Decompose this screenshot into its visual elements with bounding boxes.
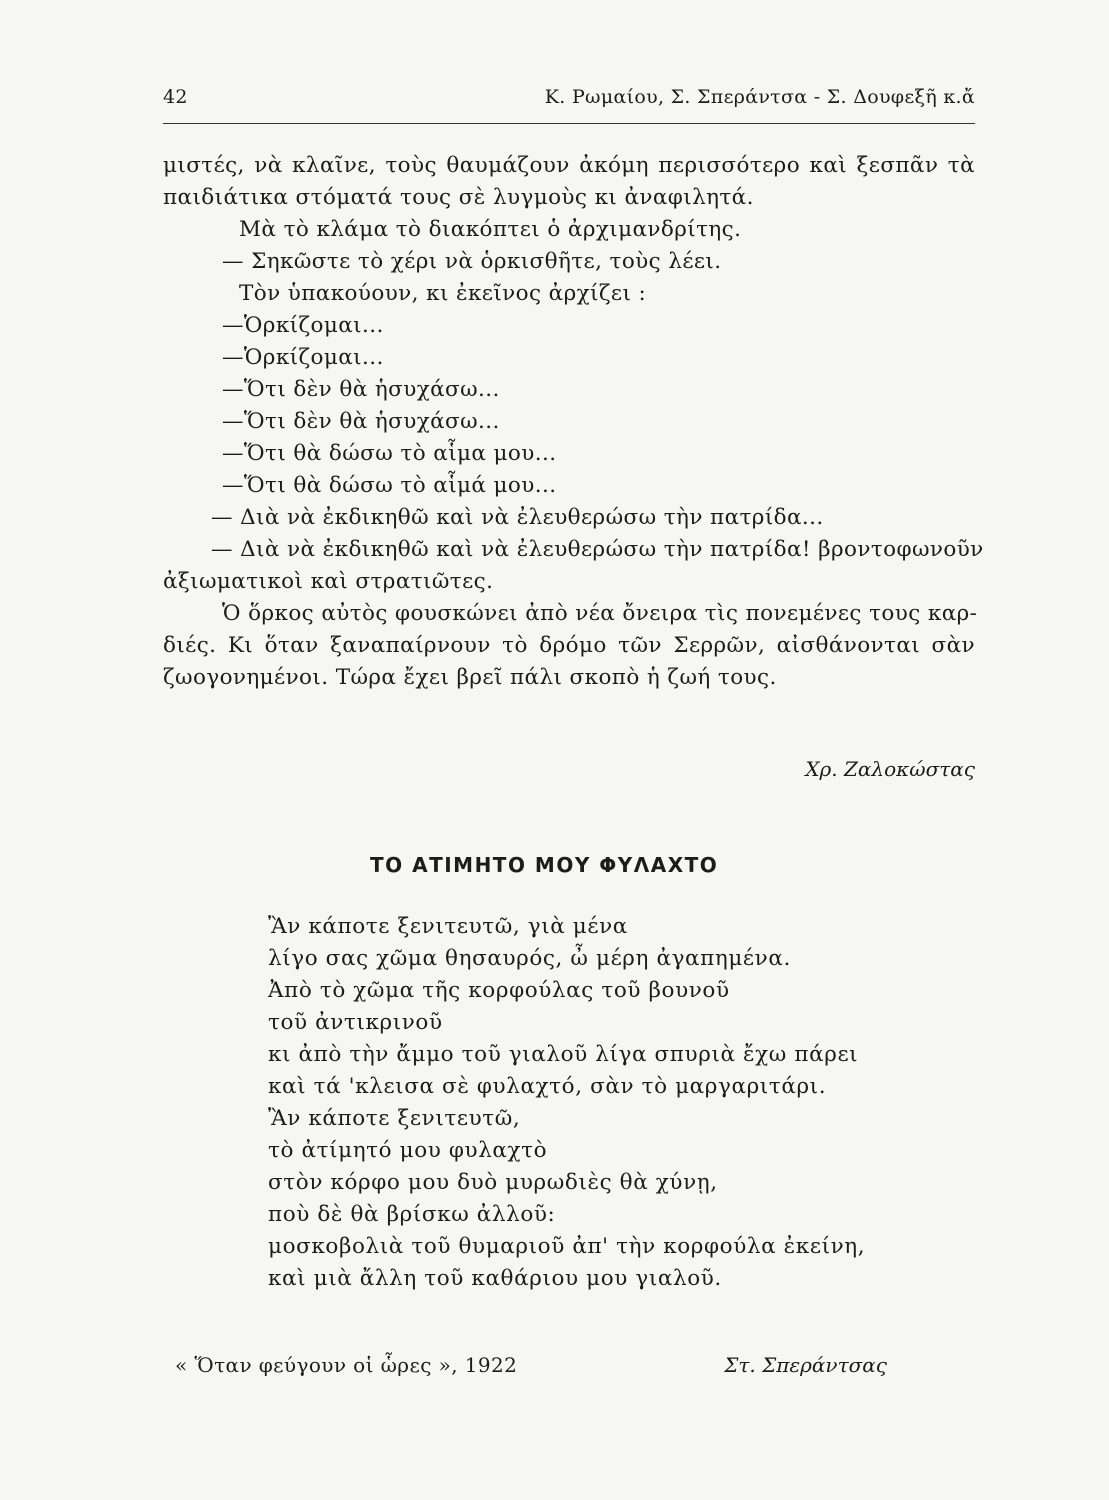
prose-line: Ὁ ὅρκος αὐτὸς φουσκώνει ἀπὸ νέα ὄνειρα τὶς πονεμένες τους καρ- (222, 601, 978, 626)
poet-signature: Στ. Σπεράντσας (724, 1353, 887, 1377)
prose-line: Μὰ τὸ κλάμα τὸ διακόπτει ὁ ἀρχιμανδρίτης. (239, 217, 742, 242)
prose-line: —Ὅτι δὲν θὰ ἡσυχάσω... (222, 409, 500, 434)
prose-line: — Σηκῶστε τὸ χέρι νὰ ὁρκισθῆτε, τοὺς λέει. (222, 249, 722, 274)
poem-line: καὶ μιὰ ἄλλη τοῦ καθάριου μου γιαλοῦ. (268, 1266, 722, 1291)
poem-line: μοσκοβολιὰ τοῦ θυμαριοῦ ἀπ' τὴν κορφούλα ἐκείνη, (268, 1234, 866, 1259)
prose-line: ζωογονημένοι. Τώρα ἔχει βρεῖ πάλι σκοπὸ ἡ ζωή τους. (163, 665, 777, 690)
poem-line: κι ἀπὸ τὴν ἄμμο τοῦ γιαλοῦ λίγα σπυριὰ ἔχω πάρει (268, 1042, 859, 1067)
prose-line: —Ὅτι δὲν θὰ ἡσυχάσω... (222, 377, 500, 402)
poem-source: « Ὅταν φεύγουν οἱ ὧρες », 1922 (175, 1353, 518, 1377)
prose-line: διές. Κι ὅταν ξαναπαίρνουν τὸ δρόμο τῶν Σερρῶν, αἰσθάνονται σὰν (163, 633, 975, 658)
prose-line: —Ὅτι θὰ δώσω τὸ αἷμα μου... (222, 441, 557, 466)
poem-line: καὶ τά 'κλεισα σὲ φυλαχτό, σὰν τὸ μαργαριτάρι. (268, 1074, 827, 1099)
prose-line: —Ὅτι θὰ δώσω τὸ αἷμά μου... (222, 473, 557, 498)
poem-title: ΤΟ ΑΤΙΜΗΤΟ ΜΟΥ ΦΥΛΑΧΤΟ (370, 853, 719, 877)
poem-line: στὸν κόρφο μου δυὸ μυρωδιὲς θὰ χύνῃ, (268, 1170, 718, 1195)
poem-line: τὸ ἀτίμητό μου φυλαχτὸ (268, 1138, 548, 1163)
poem-line: Ἀπὸ τὸ χῶμα τῆς κορφούλας τοῦ βουνοῦ (268, 978, 730, 1003)
poem-line: λίγο σας χῶμα θησαυρός, ὦ μέρη ἀγαπημένα. (268, 946, 791, 971)
poem-line: ποὺ δὲ θὰ βρίσκω ἀλλοῦ: (268, 1202, 556, 1227)
prose-line: Τὸν ὑπακούουν, κι ἐκεῖνος ἀρχίζει : (239, 281, 647, 306)
page-number: 42 (163, 86, 188, 108)
poem-line: Ἂν κάποτε ξενιτευτῶ, γιὰ μένα (268, 914, 628, 939)
author-signature: Χρ. Ζαλοκώστας (805, 757, 975, 781)
header-rule (163, 123, 975, 124)
prose-line: μιστές, νὰ κλαῖνε, τοὺς θαυμάζουν ἀκόμη περισσότερο καὶ ξεσπᾶν τὰ (163, 153, 975, 178)
prose-line: —Ὁρκίζομαι... (222, 313, 384, 338)
prose-body (163, 150, 984, 694)
prose-line: — Διὰ νὰ ἐκδικηθῶ καὶ νὰ ἐλευθερώσω τὴν πατρίδα! βροντοφωνοῦν (211, 537, 984, 562)
prose-line: — Διὰ νὰ ἐκδικηθῶ καὶ νὰ ἐλευθερώσω τὴν πατρίδα... (211, 505, 824, 530)
prose-line: παιδιάτικα στόματά τους σὲ λυγμοὺς κι ἀναφιλητά. (163, 185, 754, 210)
poem-body (268, 911, 988, 1295)
prose-line: ἀξιωματικοὶ καὶ στρατιῶτες. (163, 569, 494, 594)
poem-line: Ἂν κάποτε ξενιτευτῶ, (268, 1106, 521, 1131)
prose-line: —Ὁρκίζομαι... (222, 345, 384, 370)
running-header (163, 86, 975, 118)
poem-line: τοῦ ἀντικρινοῦ (268, 1010, 443, 1035)
header-authors: Κ. Ρωμαίου, Σ. Σπεράντσα - Σ. Δουφεξῆ κ.ἄ (544, 86, 975, 108)
